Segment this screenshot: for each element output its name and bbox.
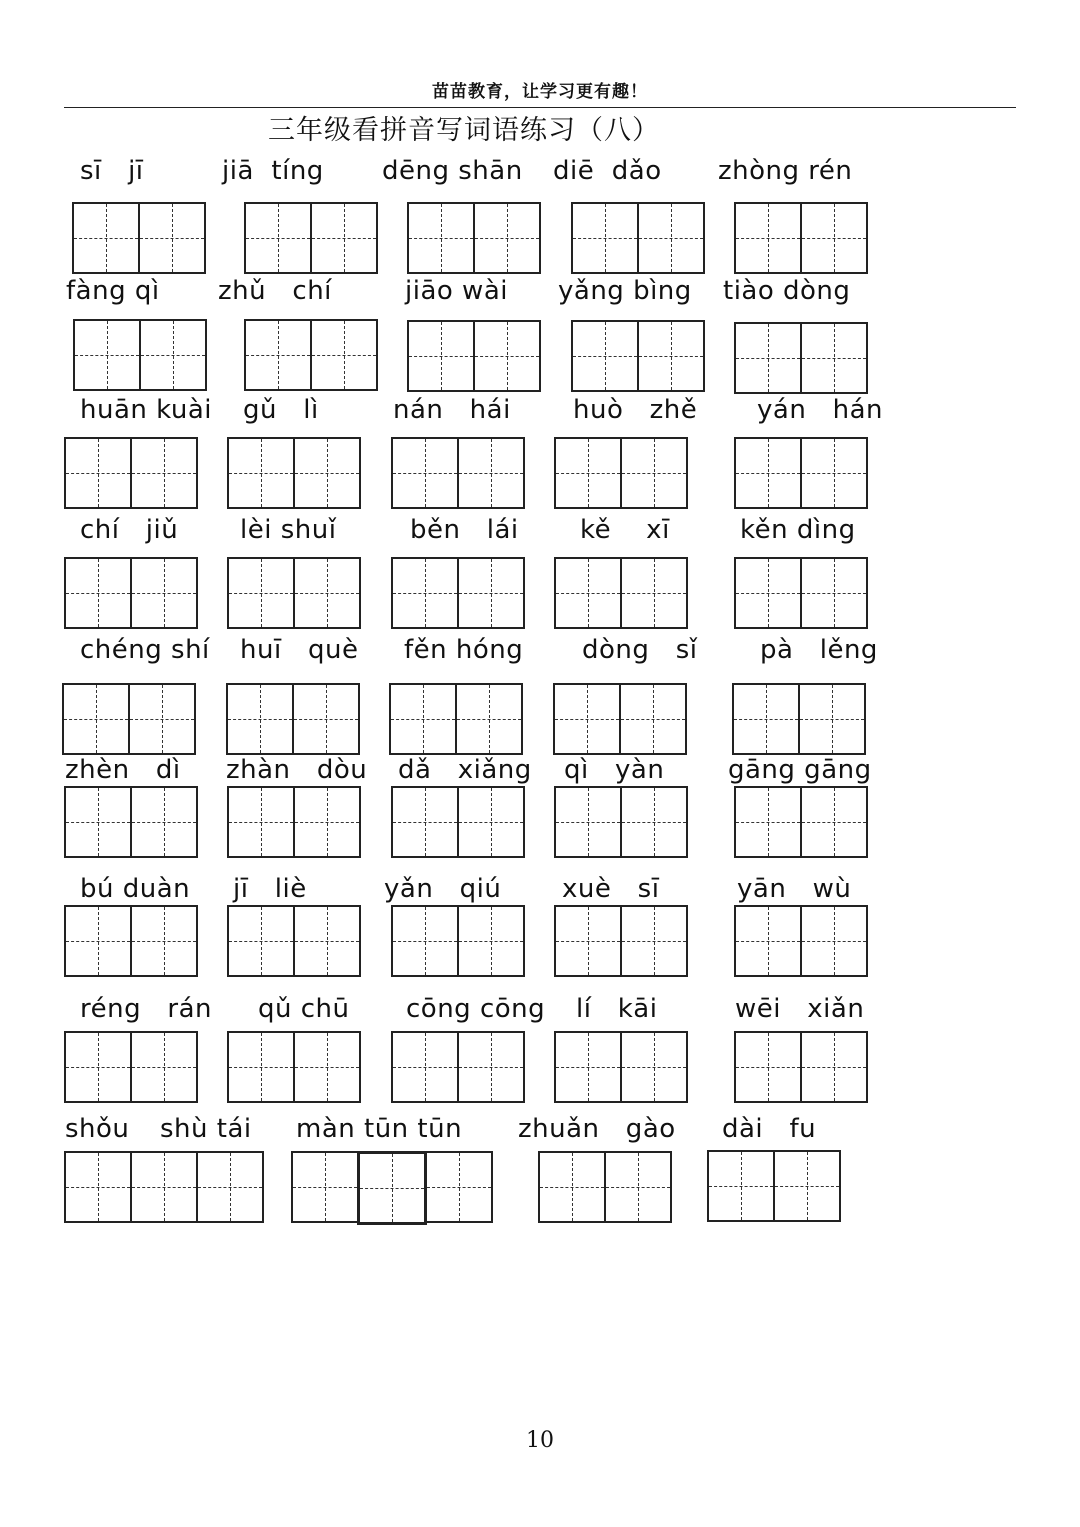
tianzige-cell[interactable]: [310, 202, 378, 274]
tianzige-cell[interactable]: [554, 437, 622, 509]
writing-grid[interactable]: [72, 202, 206, 274]
worksheet-title: 三年级看拼音写词语练习（八）: [268, 115, 660, 146]
writing-grid[interactable]: [64, 1031, 198, 1103]
tianzige-cell[interactable]: [554, 786, 622, 858]
tianzige-cell[interactable]: [64, 786, 132, 858]
pinyin-prompt: màn tūn tūn: [296, 1114, 463, 1144]
writing-grid[interactable]: [734, 322, 868, 394]
pinyin-prompt: huān kuài: [80, 395, 213, 425]
writing-grid[interactable]: [391, 905, 525, 977]
tianzige-cell[interactable]: [64, 905, 132, 977]
writing-grid[interactable]: [64, 1151, 264, 1223]
pinyin-prompt: zhǔ chí: [218, 276, 332, 306]
pinyin-prompt: lèi shuǐ: [240, 515, 337, 545]
tianzige-cell[interactable]: [734, 786, 802, 858]
writing-grid[interactable]: [64, 437, 198, 509]
pinyin-prompt: shǒu: [65, 1114, 130, 1144]
tianzige-cell[interactable]: [227, 437, 295, 509]
writing-grid[interactable]: [227, 905, 361, 977]
tianzige-cell[interactable]: [554, 905, 622, 977]
tianzige-cell[interactable]: [62, 683, 130, 755]
tianzige-cell[interactable]: [389, 683, 457, 755]
writing-grid[interactable]: [389, 683, 523, 755]
pinyin-prompt: lí kāi: [576, 994, 658, 1024]
writing-grid[interactable]: [571, 202, 705, 274]
pinyin-prompt: pà lěng: [760, 635, 878, 665]
tianzige-cell[interactable]: [620, 1031, 688, 1103]
tianzige-cell[interactable]: [130, 786, 198, 858]
writing-grid[interactable]: [734, 1031, 868, 1103]
pinyin-prompt: fàng qì: [66, 276, 160, 306]
tianzige-cell[interactable]: [455, 683, 523, 755]
tianzige-cell[interactable]: [637, 320, 705, 392]
pinyin-prompt: sī jī: [80, 156, 144, 186]
pinyin-prompt: nán hái: [393, 395, 511, 425]
tianzige-cell[interactable]: [391, 786, 459, 858]
writing-grid[interactable]: [554, 557, 688, 629]
tianzige-cell[interactable]: [637, 202, 705, 274]
tianzige-cell[interactable]: [800, 786, 868, 858]
tianzige-cell[interactable]: [130, 1151, 198, 1223]
pinyin-prompt: qǔ chū: [258, 994, 350, 1024]
pinyin-prompt: shù tái: [160, 1114, 252, 1144]
pinyin-prompt: yǎng bìng: [558, 276, 692, 306]
writing-grid[interactable]: [391, 1031, 525, 1103]
pinyin-prompt: zhèn dì: [65, 755, 181, 785]
tianzige-cell[interactable]: [734, 557, 802, 629]
writing-grid[interactable]: [554, 905, 688, 977]
pinyin-prompt: chí jiǔ: [80, 515, 179, 545]
pinyin-prompt: chéng shí: [80, 635, 210, 665]
tianzige-cell[interactable]: [734, 1031, 802, 1103]
tianzige-cell[interactable]: [291, 1151, 359, 1223]
tianzige-cell[interactable]: [128, 683, 196, 755]
tianzige-cell[interactable]: [227, 786, 295, 858]
header-slogan: 苗苗教育，让学习更有趣！: [432, 82, 648, 102]
tianzige-cell[interactable]: [473, 320, 541, 392]
tianzige-cell[interactable]: [407, 320, 475, 392]
tianzige-cell[interactable]: [64, 557, 132, 629]
writing-grid[interactable]: [554, 437, 688, 509]
pinyin-prompt: dài fu: [722, 1114, 817, 1144]
tianzige-cell[interactable]: [227, 1031, 295, 1103]
tianzige-cell[interactable]: [391, 557, 459, 629]
tianzige-cell[interactable]: [244, 202, 312, 274]
writing-grid[interactable]: [244, 319, 378, 391]
pinyin-prompt: gǔ lì: [243, 395, 319, 425]
writing-grid[interactable]: [291, 1151, 493, 1225]
writing-grid[interactable]: [571, 320, 705, 392]
pinyin-prompt: běn lái: [410, 515, 519, 545]
tianzige-cell[interactable]: [130, 905, 198, 977]
tianzige-cell[interactable]: [391, 1031, 459, 1103]
pinyin-prompt: tiào dòng: [723, 276, 851, 306]
pinyin-prompt: zhàn dòu: [226, 755, 368, 785]
tianzige-cell[interactable]: [72, 202, 140, 274]
tianzige-cell[interactable]: [425, 1151, 493, 1223]
pinyin-prompt: huī què: [240, 635, 359, 665]
writing-grid[interactable]: [734, 786, 868, 858]
tianzige-cell[interactable]: [800, 322, 868, 394]
tianzige-cell[interactable]: [407, 202, 475, 274]
pinyin-prompt: bú duàn: [80, 874, 191, 904]
writing-grid[interactable]: [732, 683, 866, 755]
pinyin-prompt: zhòng rén: [718, 156, 853, 186]
tianzige-cell[interactable]: [734, 202, 802, 274]
tianzige-cell[interactable]: [138, 202, 206, 274]
tianzige-cell[interactable]: [196, 1151, 264, 1223]
tianzige-cell[interactable]: [226, 683, 294, 755]
tianzige-cell[interactable]: [473, 202, 541, 274]
tianzige-cell[interactable]: [457, 437, 525, 509]
writing-grid[interactable]: [64, 905, 198, 977]
tianzige-cell[interactable]: [620, 786, 688, 858]
tianzige-cell[interactable]: [800, 437, 868, 509]
tianzige-cell[interactable]: [619, 683, 687, 755]
tianzige-cell[interactable]: [391, 437, 459, 509]
tianzige-cell[interactable]: [620, 437, 688, 509]
tianzige-cell[interactable]: [457, 786, 525, 858]
pinyin-prompt: jī liè: [233, 874, 307, 904]
pinyin-prompt: zhuǎn gào: [518, 1114, 676, 1144]
tianzige-cell[interactable]: [457, 905, 525, 977]
tianzige-cell[interactable]: [64, 1031, 132, 1103]
tianzige-cell[interactable]: [130, 557, 198, 629]
pinyin-prompt: yān wù: [737, 874, 852, 904]
writing-grid[interactable]: [707, 1150, 841, 1222]
tianzige-cell[interactable]: [732, 683, 800, 755]
pinyin-prompt: yán hán: [757, 395, 883, 425]
pinyin-prompt: kě xī: [580, 515, 670, 545]
tianzige-cell[interactable]: [293, 905, 361, 977]
tianzige-cell[interactable]: [130, 437, 198, 509]
pinyin-prompt: huò zhě: [573, 395, 698, 425]
pinyin-prompt: jiā tíng: [222, 156, 324, 186]
tianzige-cell[interactable]: [310, 319, 378, 391]
writing-grid[interactable]: [244, 202, 378, 274]
pinyin-prompt: kěn dìng: [740, 515, 856, 545]
writing-grid[interactable]: [734, 557, 868, 629]
pinyin-prompt: xuè sī: [562, 874, 660, 904]
pinyin-prompt: jiāo wài: [405, 276, 508, 306]
writing-grid[interactable]: [227, 786, 361, 858]
tianzige-cell[interactable]: [64, 1151, 132, 1223]
tianzige-cell[interactable]: [293, 1031, 361, 1103]
tianzige-cell[interactable]: [553, 683, 621, 755]
writing-grid[interactable]: [407, 320, 541, 392]
writing-grid[interactable]: [391, 557, 525, 629]
pinyin-prompt: dǎ xiǎng: [398, 755, 532, 785]
pinyin-prompt: dēng shān: [382, 156, 523, 186]
pinyin-prompt: dòng sǐ: [582, 635, 698, 665]
writing-grid[interactable]: [734, 905, 868, 977]
writing-grid[interactable]: [227, 557, 361, 629]
writing-grid[interactable]: [553, 683, 687, 755]
tianzige-cell[interactable]: [554, 557, 622, 629]
writing-grid[interactable]: [64, 786, 198, 858]
tianzige-cell[interactable]: [571, 202, 639, 274]
writing-grid[interactable]: [554, 786, 688, 858]
tianzige-cell[interactable]: [538, 1151, 606, 1223]
tianzige-cell[interactable]: [773, 1150, 841, 1222]
tianzige-cell[interactable]: [620, 557, 688, 629]
tianzige-cell[interactable]: [130, 1031, 198, 1103]
writing-grid[interactable]: [734, 437, 868, 509]
tianzige-cell[interactable]: [293, 557, 361, 629]
pinyin-prompt: fěn hóng: [404, 635, 524, 665]
tianzige-cell[interactable]: [800, 557, 868, 629]
tianzige-cell[interactable]: [357, 1151, 427, 1225]
tianzige-cell[interactable]: [707, 1150, 775, 1222]
writing-grid[interactable]: [538, 1151, 672, 1223]
tianzige-cell[interactable]: [734, 437, 802, 509]
tianzige-cell[interactable]: [457, 557, 525, 629]
tianzige-cell[interactable]: [227, 905, 295, 977]
tianzige-cell[interactable]: [800, 905, 868, 977]
writing-grid[interactable]: [227, 1031, 361, 1103]
tianzige-cell[interactable]: [554, 1031, 622, 1103]
pinyin-prompt: cōng cōng: [406, 994, 546, 1024]
writing-grid[interactable]: [734, 202, 868, 274]
tianzige-cell[interactable]: [292, 683, 360, 755]
pinyin-prompt: qì yàn: [564, 755, 665, 785]
page-number: 10: [526, 1428, 554, 1453]
pinyin-prompt: réng rán: [80, 994, 212, 1024]
pinyin-prompt: diē dǎo: [553, 156, 662, 186]
page-header: [64, 80, 1016, 108]
writing-grid[interactable]: [554, 1031, 688, 1103]
tianzige-cell[interactable]: [800, 202, 868, 274]
writing-grid[interactable]: [227, 437, 361, 509]
writing-grid[interactable]: [73, 319, 207, 391]
writing-grid[interactable]: [62, 683, 196, 755]
tianzige-cell[interactable]: [457, 1031, 525, 1103]
tianzige-cell[interactable]: [64, 437, 132, 509]
pinyin-prompt: gāng gāng: [728, 755, 872, 785]
tianzige-cell[interactable]: [73, 319, 141, 391]
tianzige-cell[interactable]: [293, 786, 361, 858]
writing-grid[interactable]: [64, 557, 198, 629]
writing-grid[interactable]: [407, 202, 541, 274]
tianzige-cell[interactable]: [798, 683, 866, 755]
tianzige-cell[interactable]: [571, 320, 639, 392]
tianzige-cell[interactable]: [734, 322, 802, 394]
tianzige-cell[interactable]: [139, 319, 207, 391]
tianzige-cell[interactable]: [244, 319, 312, 391]
tianzige-cell[interactable]: [620, 905, 688, 977]
writing-grid[interactable]: [226, 683, 360, 755]
pinyin-prompt: yǎn qiú: [384, 874, 502, 904]
tianzige-cell[interactable]: [293, 437, 361, 509]
tianzige-cell[interactable]: [734, 905, 802, 977]
pinyin-prompt: wēi xiǎn: [735, 994, 865, 1024]
tianzige-cell[interactable]: [604, 1151, 672, 1223]
tianzige-cell[interactable]: [800, 1031, 868, 1103]
writing-grid[interactable]: [391, 786, 525, 858]
tianzige-cell[interactable]: [227, 557, 295, 629]
writing-grid[interactable]: [391, 437, 525, 509]
tianzige-cell[interactable]: [391, 905, 459, 977]
